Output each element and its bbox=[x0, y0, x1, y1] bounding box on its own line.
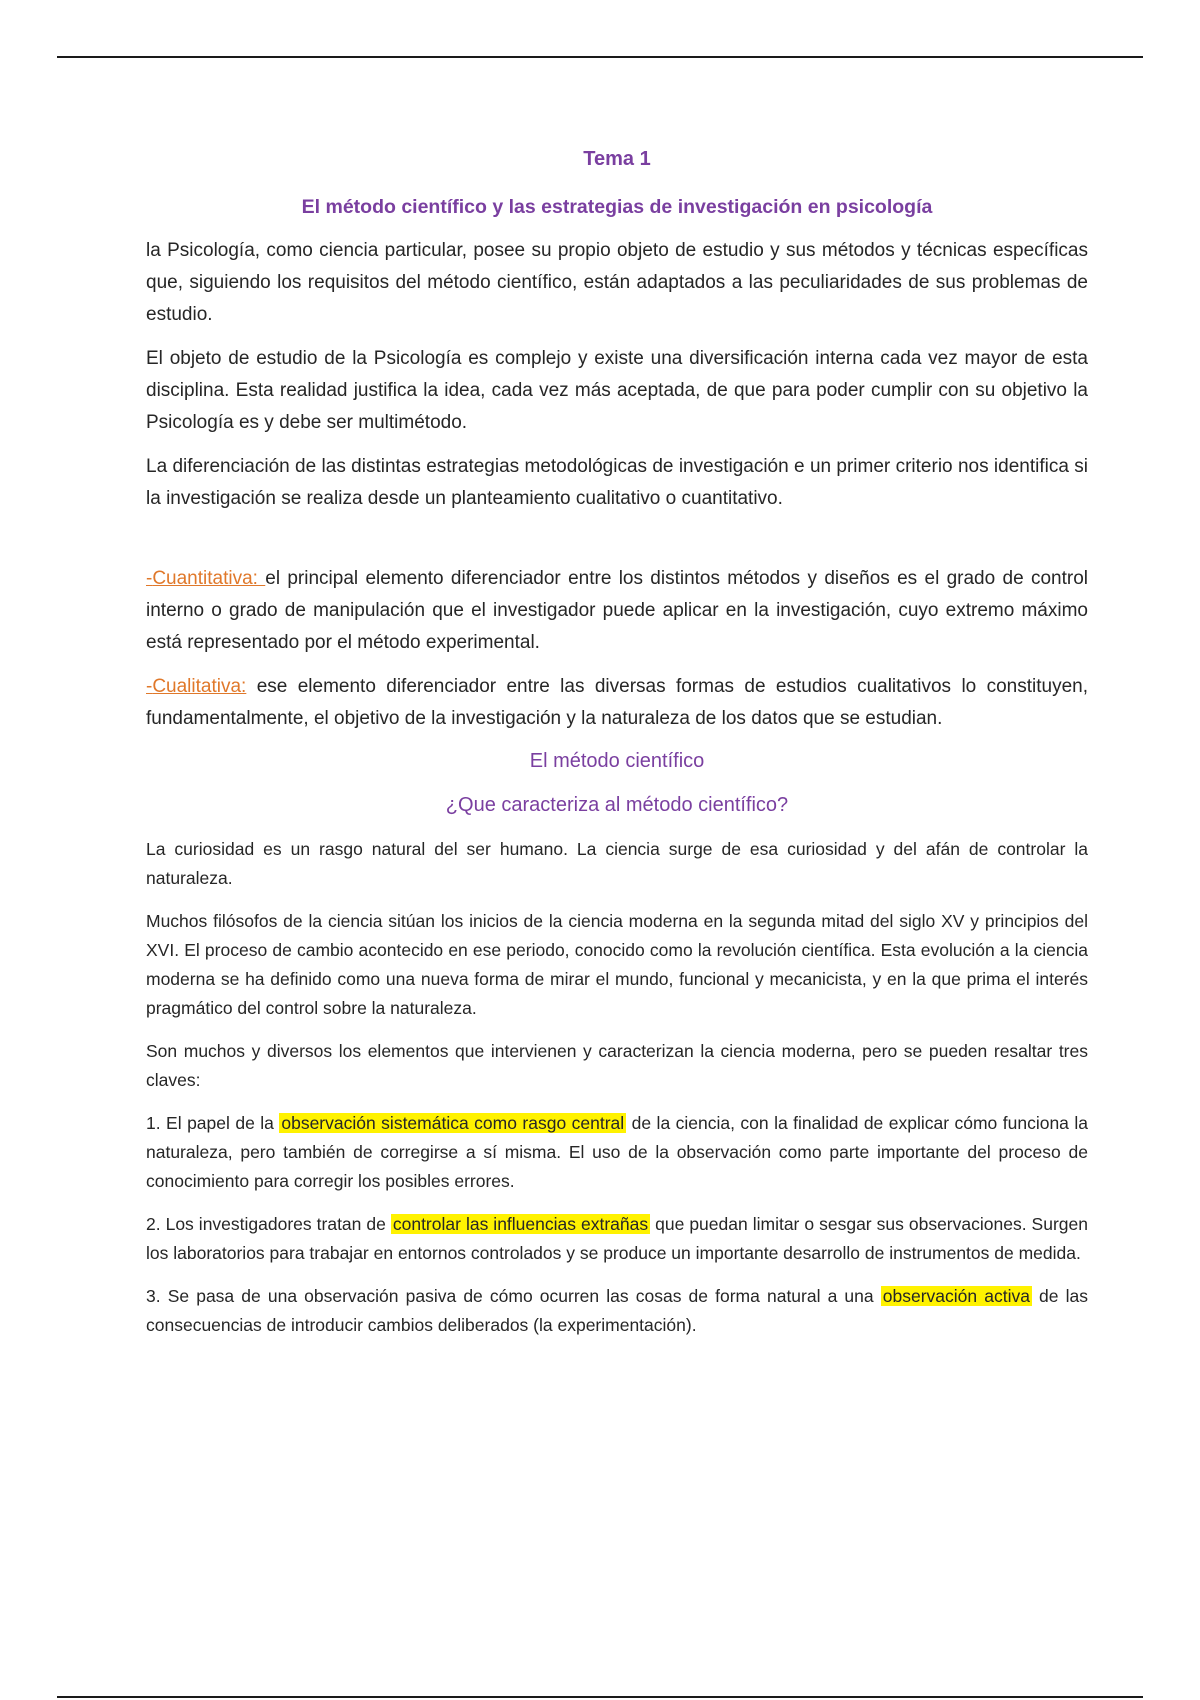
intro-paragraph-2: El objeto de estudio de la Psicología es complejo y existe una diversificación interna cada vez mayor de esta disciplina. Esta realidad justifica la idea, cada vez más aceptada, de que para poder cumplir con su objetivo la Psicología es y debe ser multimétodo. bbox=[146, 348, 1088, 433]
key-3-before: 3. Se pasa de una observación pasiva de cómo ocurren las cosas de forma natural a una bbox=[146, 1286, 881, 1306]
key-2-before: 2. Los investigadores tratan de bbox=[146, 1214, 391, 1234]
cuantitativa-dash: - bbox=[146, 568, 153, 589]
intro-paragraph-3: La diferenciación de las distintas estrategias metodológicas de investigación e un primer criterio nos identifica si la investigación se realiza desde un planteamiento cualitativo o cuantitativo. bbox=[146, 456, 1088, 509]
key-2-after: que puedan limitar o sesgar sus observaciones. Surgen los laboratorios para trabajar en entornos controlados y se produce un importante desarrollo de instrumentos de medida. bbox=[146, 1214, 1088, 1263]
intro-paragraph-1: la Psicología, como ciencia particular, posee su propio objeto de estudio y sus métodos y técnicas específicas que, siguiendo los requisitos del método científico, están adaptados a las peculiaridades de sus problemas de estudio. bbox=[146, 240, 1088, 325]
body-paragraph-2: Muchos filósofos de la ciencia sitúan los inicios de la ciencia moderna en la segunda mitad del siglo XV y principios del XVI. El proceso de cambio acontecido en ese periodo, conocido como la revolución científica. Esta evolución a la ciencia moderna se ha definido como una nueva forma de mirar el mundo, funcional y mecanicista, y en la que prima el interés pragmático del control sobre la naturaleza. bbox=[146, 911, 1088, 1018]
cualitativa-label: Cualitativa: bbox=[152, 676, 247, 697]
cuantitativa-label: Cuantitativa: bbox=[152, 568, 266, 589]
document-subtitle: El método científico y las estrategias de investigación en psicología bbox=[301, 196, 933, 218]
cualitativa-paragraph bbox=[146, 671, 1088, 735]
body-paragraph-3: Son muchos y diversos los elementos que intervienen y caracterizan la ciencia moderna, pero se pueden resaltar tres claves: bbox=[146, 1041, 1088, 1090]
document-page bbox=[146, 145, 1088, 1354]
cuantitativa-paragraph bbox=[146, 563, 1088, 659]
key-3-highlight: observación activa bbox=[882, 1286, 1030, 1306]
cualitativa-dash: - bbox=[146, 676, 153, 697]
cuantitativa-text: el principal elemento diferenciador entre los distintos métodos y diseños es el grado de control interno o grado de manipulación que el investigador puede aplicar en la investigación, cuyo extremo máximo está representado por el método experimental. bbox=[146, 568, 1088, 653]
key-1-before: 1. El papel de la bbox=[146, 1113, 280, 1133]
key-item-3 bbox=[146, 1282, 1088, 1340]
key-item-1 bbox=[146, 1109, 1088, 1196]
key-1-highlight: observación sistemática como rasgo central bbox=[281, 1113, 625, 1133]
top-rule bbox=[57, 56, 1143, 58]
tema-heading: Tema 1 bbox=[583, 148, 651, 170]
key-item-2 bbox=[146, 1210, 1088, 1268]
bottom-rule bbox=[57, 1696, 1143, 1698]
cualitativa-text: ese elemento diferenciador entre las diversas formas de estudios cualitativos lo constituyen, fundamentalmente, el objetivo de la investigación y la naturaleza de los datos que se estudian. bbox=[146, 676, 1088, 729]
spacer bbox=[146, 527, 1088, 563]
key-2-highlight: controlar las influencias extrañas bbox=[392, 1214, 649, 1234]
section-question: ¿Que caracteriza al método científico? bbox=[445, 794, 789, 816]
body-paragraph-1: La curiosidad es un rasgo natural del ser humano. La ciencia surge de esa curiosidad y del afán de controlar la naturaleza. bbox=[146, 839, 1088, 888]
section-title: El método científico bbox=[529, 750, 705, 772]
key-3-after: de las consecuencias de introducir cambios deliberados (la experimentación). bbox=[146, 1286, 1088, 1335]
key-1-after: de la ciencia, con la finalidad de explicar cómo funciona la naturaleza, pero también de corregirse a sí misma. El uso de la observación como parte importante del proceso de conocimiento para corregir los posibles errores. bbox=[146, 1113, 1088, 1191]
